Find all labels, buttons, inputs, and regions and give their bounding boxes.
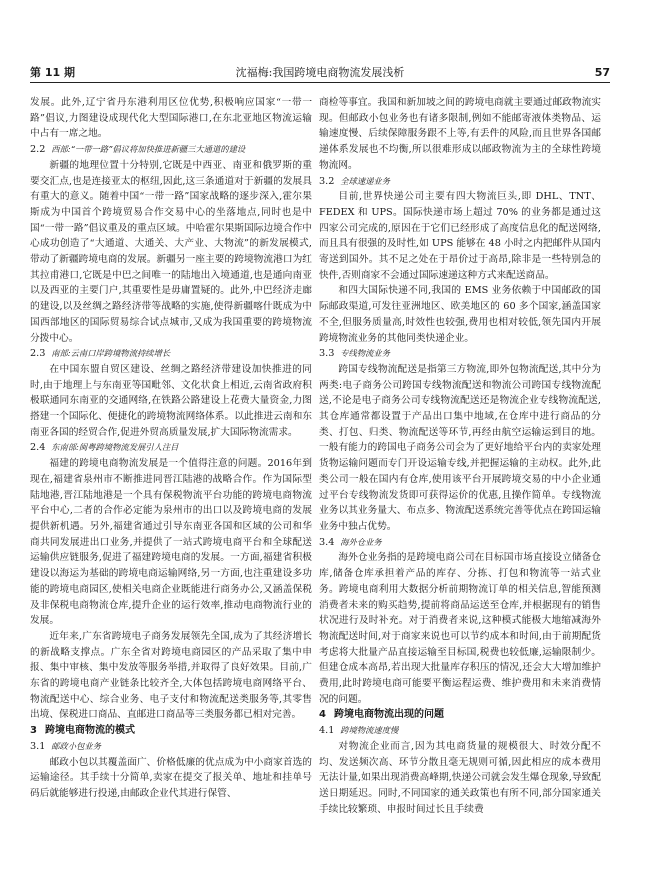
- subsection-heading: [30, 739, 312, 755]
- body-paragraph: 福建的跨境电商物流发展是一个值得注意的问题。2016年到现在,福建省泉州市不断推进同晋江陆港的战略合作。作为国际型陆地港,晋江陆地港是一个具有保税物流平台功能的跨境电商物流平台中心,二者的合作必定能为泉州市的出口以及跨境电商的发展提供新机遇。另外,福建省通过引导东南亚各国和区域的公司和华商共同发展进出口业务,并提供了一站式跨境电商平台和全球配送运输供应链服务,促进了福建跨境电商的发展。一方面,福建省积极建设以海运为基础的跨境电商运输网络,另一方面,也注重建设多功能的跨境电商园区,使相关电商企业既能进行商务办公,又涵盖保税及非保税电商物流仓库,提升企业的运行效率,推动电商物流行业的发展。: [30, 458, 312, 627]
- subsection-heading: [30, 440, 312, 456]
- heading-number: 3.2: [319, 175, 335, 187]
- subsection-heading: [30, 346, 312, 362]
- body-paragraph: 新疆的地理位置十分特别,它既是中西亚、南亚和俄罗斯的重要交汇点,也是连接亚太的枢纽,因此,这三条通道对于新疆的发展具有重大的意义。随着中国“一带一路”国家战略的逐步深入,霍尔果斯成为中国首个跨境贸易合作交易中心的坐落地点,同时也是中国“一带一路”倡议重及的重点区域。中哈霍尔果斯国际边境合作中心成功创造了“大通道、大通关、大产业、大物流”的新发展模式,带动了新疆跨境电商的发展。新疆另一座主要的跨境物流港口为红其拉甫港口,它既是中巴之间唯一的陆地出入境通道,也是通向南亚以及西亚的主要门户,其重要性是毋庸置疑的。此外,中巴经济走廊的建设,以及丝绸之路经济带等战略的实施,使得新疆喀什既成为中国西部地区的国际贸易综合试点城市,又成为我国重要的跨境物流分拨中心。: [30, 159, 312, 344]
- right-column: [319, 95, 601, 817]
- body-paragraph: 海外仓业务指的是跨境电商公司在目标国市场直接设立储备仓库,储备仓库承担着产品的库存、分拣、打包和物流等一站式业务。跨境电商利用大数据分析前期物流订单的相关信息,智能预测消费者未来的购买趋势,提前将商品运送至仓库,并根据现有的销售状况进行及时补充。对于消费者来说,这种模式能极大地缩减海外物流配送时间,对于商家来说也可以节约成本和时间,由于前期配货考虑将大批量产品直接运输至目标国,税费也较低廉,运输限制少。但建仓成本高昂,若出现大批量库存积压的情况,还会大大增加维护费用,此时跨境电商可能要平衡运程运费、维护费用和未来消费情况的问题。: [319, 552, 601, 705]
- page-number: 57: [594, 66, 610, 79]
- heading-text: 专线物流业务: [340, 348, 391, 359]
- subsection-heading: [319, 535, 601, 551]
- heading-number: 4.1: [319, 725, 335, 737]
- running-header: [30, 66, 610, 83]
- heading-number: 2.2: [30, 144, 46, 156]
- heading-text: 南部:云南口岸跨境物流持续增长: [51, 348, 171, 359]
- body-paragraph: 跨国专线物流配送是指第三方物流,即外包物流配送,其中分为两类:电子商务公司跨国专线物流配送和物流公司跨国专线物流配送,不论是电子商务公司专线物流配送还是物流企业专线物流配送,其仓库通常都设置于产品出口集中地域,在仓库中进行商品的分类、打包、归类、物流配送等环节,再经由航空运输运到目的地。一般有能力的跨国电子商务公司会为了更好地给平台内的卖家处理货物运输问题而专门开设运输专线,并把握运输的主动权。此外,此类公司一般在国内有仓库,使用该平台开展跨境交易的中小企业通过平台专线物流发货即可获得运价的优惠,且操作简单。专线物流业务以其业务量大、布点多、物流配送系统完善等优点在跨国运输业务中独占优势。: [319, 363, 601, 532]
- heading-number: 3.1: [30, 740, 46, 752]
- running-title: 沈福梅:我国跨境电商物流发展浅析: [235, 66, 405, 79]
- body-paragraph: 商检等事宜。我国和新加坡之间的跨境电商就主要通过邮政物流实现。但邮政小包业务也有诸多限制,例如不能邮寄液体类物品、运输速度慢、后续保障服务跟不上等,有丢件的风险,而且世界各国邮递体系发展也不均衡,所以很难形成以邮政物流为主的全球性跨境物流网。: [319, 97, 601, 171]
- heading-number: 4: [319, 709, 326, 721]
- body-paragraph: 在中国东盟自贸区建设、丝绸之路经济带建设加快推进的同时,由于地理上与东南亚等国毗邻、文化状食上相近,云南省政府积极联通同东南亚的交通网络,在铁路公路建设上花费大量资金,力图搭建一个国际化、便捷化的跨境物流网络体系。以此推进云南和东南亚各国的经贸合作,促进外贸高质量发展,扩大国际物流需求。: [30, 363, 312, 438]
- left-column: [30, 95, 312, 802]
- heading-text: 跨境电商物流出现的问题: [333, 709, 444, 721]
- subsection-heading: [319, 346, 601, 362]
- subsection-heading: [319, 174, 601, 190]
- body-paragraph: 和四大国际快递不同,我国的 EMS 业务依赖于中国邮政的国际邮政渠道,可发往亚洲地区、欧美地区的 60 多个国家,涵盖国家不全,但服务质量高,时效性也较强,费用也相对较低,领先国内开展跨境物流业务的其他同类快递企业。: [319, 285, 601, 344]
- body-paragraph: 目前,世界快递公司主要有四大物流巨头,即 DHL、TNT、FEDEX 和 UPS。国际快递市场上超过 70% 的业务都是通过这四家公司完成的,原因在于它们已经形成了高度信息化的配送网络,而且具有很强的及时性,如 UPS 能够在 48 小时之内把邮件从国内寄送到国外。其不足之处在于昂价过于高昂,除非是一些特别急的快件,否则商家不会通过国际速递这种方式来配送商品。: [319, 191, 601, 281]
- subsection-heading: [30, 142, 312, 158]
- section-heading: [319, 707, 601, 723]
- body-paragraph: 邮政小包以其覆盖面广、价格低廉的优点成为中小商家首选的运输途径。其手续十分简单,卖家在提交了报关单、地址和挂单号码后就能够进行投递,由邮政企业代其进行保管、: [30, 756, 312, 799]
- heading-text: 全球速递业务: [340, 175, 391, 186]
- heading-text: 西部:“一带一路”倡议将加快推进新疆三大通道的建设: [51, 144, 246, 155]
- heading-number: 3.3: [319, 348, 335, 360]
- heading-number: 3: [30, 725, 37, 737]
- heading-text: 跨境电商物流的模式: [44, 725, 135, 737]
- heading-text: 跨境物流速度慢: [340, 725, 399, 736]
- heading-text: 邮政小包业务: [51, 740, 102, 751]
- body-paragraph: 近年来,广东省跨境电子商务发展领先全国,成为了其经济增长的新战略支撑点。广东全省对跨境电商园区的产品采取了集中申报、集中审核、集中发放等服务举措,并取得了良好效果。目前,广东省的跨境电商产业链条比较齐全,大体包括跨境电商网络平台、物流配送中心、综合业务、电子支付和物流配送类服务等,其零售出境、保税进口商品、直邮进口商品等三类服务都已相对完善。: [30, 630, 312, 721]
- heading-text: 海外仓业务: [340, 536, 382, 547]
- heading-number: 2.4: [30, 442, 46, 454]
- heading-text: 东南部:闽粤跨境物流发展引人注目: [51, 442, 179, 453]
- heading-number: 2.3: [30, 348, 46, 360]
- body-paragraph: 发展。此外,辽宁省丹东港利用区位优势,积极响应国家“一带一路”倡议,力图建设成现代化大型国际港口,在东北亚地区物流运输中占有一席之地。: [30, 97, 312, 140]
- body-paragraph: 对物流企业而言,因为其电商货量的规模很大、时效分配不均、发送频次高、环节分散且毫无规则可循,因此相应的成本费用无法计量,如果出现消费高峰期,快递公司就会发生爆仓现象,导致配送日期延迟。同时,不同国家的通关政策也有所不同,部分国家通关手续比较繁琐、申报时间过长且手续费: [319, 740, 601, 815]
- heading-number: 3.4: [319, 536, 335, 548]
- section-heading: [30, 723, 312, 739]
- issue-number: 第 11 期: [30, 66, 75, 79]
- subsection-heading: [319, 723, 601, 739]
